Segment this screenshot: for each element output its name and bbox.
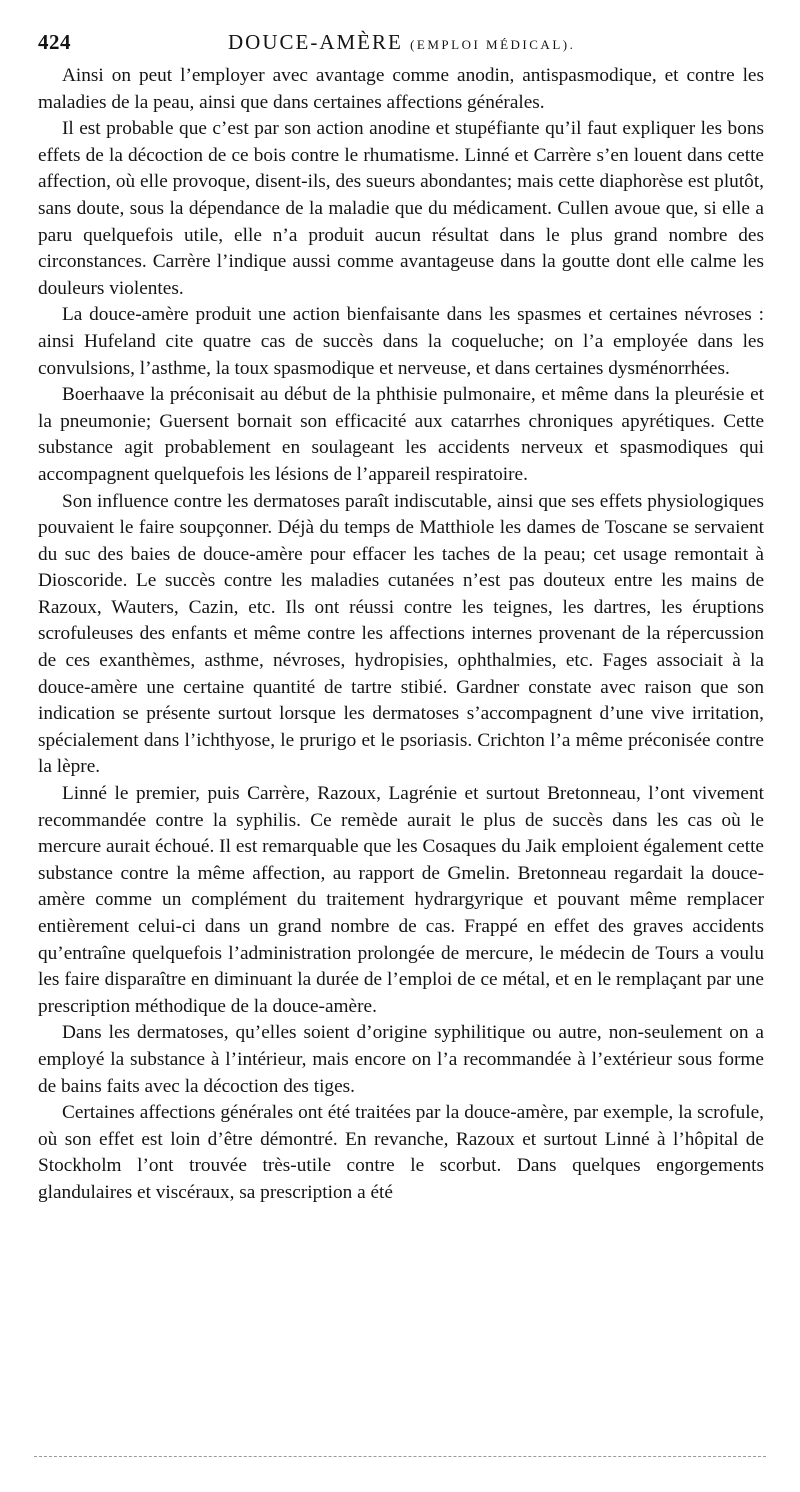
paragraph: Ainsi on peut l’employer avec avantage comme anodin, antispasmodique, et contre les maladies de la peau, ainsi que dans certaines affections générales. [38, 65, 764, 113]
paragraph: Il est probable que c’est par son action anodine et stupéfiante qu’il faut expliquer les bons effets de la décoction de ce bois contre le rhumatisme. Linné et Carrère s’en louent dans cette affection, où elle provoque, disent-ils, des sueurs abondantes; mais cette diaphorèse est plutôt, sans doute, sous la dépendance de la maladie que du médicament. Cullen avoue que, si elle a paru quelquefois utile, elle n’a produit aucun résultat dans le plus grand nombre des circonstances. Carrère l’indique aussi comme avantageuse dans la goutte dont elle calme les douleurs violentes. [38, 118, 764, 299]
paragraph: Son influence contre les dermatoses paraît indiscutable, ainsi que ses effets physiologiques pouvaient le faire soupçonner. Déjà du temps de Matthiole les dames de Toscane se servaient du suc des baies de douce-amère pour effacer les taches de la peau; cet usage remontait à Dioscoride. Le succès contre les maladies cutanées n’est pas douteux entre les mains de Razoux, Wauters, Cazin, etc. Ils ont réussi contre les teignes, les dartres, les éruptions scrofuleuses des enfants et même contre les affections internes provenant de la répercussion de ces exanthèmes, asthme, névroses, hydropisies, ophthalmies, etc. Fages associait à la douce-amère une certaine quantité de tartre stibié. Gardner constate avec raison que son indication se présente surtout lorsque les dermatoses s’accompagnent d’une vive irritation, spécialement dans l’ichthyose, le prurigo et le psoriasis. Crichton l’a même préconisée contre la lèpre. [38, 490, 764, 778]
paragraph: Dans les dermatoses, qu’elles soient d’origine syphilitique ou autre, non-seulement on a employé la substance à l’intérieur, mais encore on l’a recommandée à l’extérieur sous forme de bains faits avec la décoction des tiges. [38, 1022, 764, 1097]
running-title [228, 30, 575, 55]
page-number: 424 [38, 30, 71, 54]
running-title-subtitle: (EMPLOI MÉDICAL). [410, 37, 576, 52]
paragraph: La douce-amère produit une action bienfaisante dans les spasmes et certaines névroses : ainsi Hufeland cite quatre cas de succès dans la coqueluche; on l’a employée dans les convulsions, l’asthme, la toux spasmodique et nerveuse, et dans certaines dysménorrhées. [38, 304, 764, 379]
paragraph: Certaines affections générales ont été traitées par la douce-amère, par exemple, la scrofule, où son effet est loin d’être démontré. En revanche, Razoux et surtout Linné à l’hôpital de Stockholm l’ont trouvée très-utile contre le scorbut. Dans quelques engorgements glandulaires et viscéraux, sa prescription a été [38, 1102, 764, 1203]
running-header [38, 30, 762, 60]
page-body [38, 63, 764, 1207]
paragraph: Linné le premier, puis Carrère, Razoux, Lagrénie et surtout Bretonneau, l’ont vivement recommandée contre la syphilis. Ce remède aurait le plus de succès dans les cas où le mercure aurait échoué. Il est remarquable que les Cosaques du Jaik emploient également cette substance contre la même affection, au rapport de Gmelin. Bretonneau regardait la douce-amère comme un complément du traitement hydrargyrique et pouvant même remplacer entièrement celui-ci dans un grand nombre de cas. Frappé en effet des graves accidents qu’entraîne quelquefois l’administration prolongée de mercure, le médecin de Tours a voulu les faire disparaître en diminuant la durée de l’emploi de ce métal, et en le remplaçant par une prescription méthodique de la douce-amère. [38, 783, 764, 1017]
running-title-main: DOUCE-AMÈRE [228, 30, 403, 54]
paragraph: Boerhaave la préconisait au début de la phthisie pulmonaire, et même dans la pleurésie et la pneumonie; Guersent bornait son efficacité aux catarrhes chroniques apyrétiques. Cette substance agit probablement en soulageant les accidents nerveux et spasmodiques qui accompagnent quelquefois les lésions de l’appareil respiratoire. [38, 384, 764, 485]
footer-rule [34, 1456, 766, 1457]
